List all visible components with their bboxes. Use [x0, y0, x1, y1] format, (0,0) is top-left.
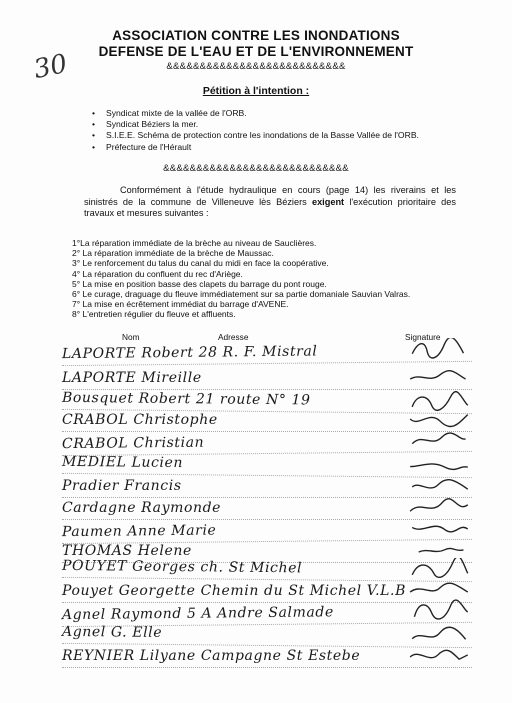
recipient-item: • Syndicat Béziers la mer.	[92, 119, 419, 130]
column-adresse: Adresse	[218, 332, 249, 342]
measure-item: 6° Le curage, draguage du fleuve immédiatement sur sa partie domaniale Sauvian Valras.	[72, 289, 411, 300]
measures-list	[72, 238, 410, 320]
recipient-item: • Préfecture de l'Hérault	[92, 142, 419, 153]
header-line-2: DEFENSE DE L'EAU ET DE L'ENVIRONNEMENT	[98, 44, 414, 59]
header-line-1: ASSOCIATION CONTRE LES INONDATIONS	[112, 28, 400, 43]
signer-row	[62, 648, 472, 670]
signer-name: REYNIER Lilyane Campagne St Estebe	[62, 648, 361, 664]
signer-name: POUYET Georges ch. St Michel	[61, 557, 303, 577]
signer-name: Pradier Francis	[62, 478, 182, 494]
measure-item: 5° La mise en position basse des clapets du barrage du pont rouge.	[72, 278, 327, 289]
signer-name: Bousquet Robert 21 route N° 19	[61, 389, 311, 409]
signature-scribble	[408, 428, 472, 453]
recipient-item: • S.I.E.E. Schéma de protection contre les inondations de la Basse Vallée de l'ORB.	[92, 130, 419, 141]
measure-item: 1°La réparation immédiate de la brèche au niveau de Sauclières.	[72, 238, 317, 248]
signature-scribble	[408, 516, 472, 541]
intro-paragraph	[84, 185, 456, 220]
signer-name: LAPORTE Mireille	[62, 370, 202, 386]
signer-name: Pouyet Georgette Chemin du St Michel V.L.B	[62, 583, 406, 599]
recipient-list	[92, 108, 419, 153]
separator-2: &&&&&&&&&&&&&&&&&&&&&&&&&&&&	[163, 163, 349, 174]
recipient-item: • Syndicat mixte de la vallée de l'ORB.	[92, 108, 419, 119]
signer-name: CRABOL Christophe	[62, 412, 218, 428]
column-signature: Signature	[405, 332, 441, 342]
measure-item: 4° La réparation du confluent du rec d'Ariège.	[72, 268, 243, 279]
measure-item: 3° Le renforcement du talus du canal du midi en face la coopérative.	[72, 258, 329, 269]
header-separator: &&&&&&&&&&&&&&&&&&&&&&&&&&&	[166, 61, 346, 72]
signature-scribble	[408, 644, 472, 668]
signer-name: Agnel G. Elle	[61, 623, 163, 641]
measure-item: 7° La mise en écrêtement immédiat du barrage d'AVENE.	[72, 299, 289, 310]
signer-name: Cardagne Raymonde	[62, 500, 222, 516]
intro-text: Conformément à l'étude hydraulique en cours (page 14) les riverains et les sinistrés de la commune de Villeneuve lès Béziers	[84, 185, 456, 207]
measure-item: 8° L'entretien régulier du fleuve et affluents.	[72, 309, 236, 320]
signature-scribble	[408, 366, 472, 390]
petition-title: Pétition à l'intention :	[202, 85, 310, 97]
signer-name: MEDIEL Lucien	[61, 453, 184, 472]
intro-bold: exigent	[311, 196, 345, 207]
column-nom: Nom	[122, 332, 140, 342]
signer-name: CRABOL Christian	[61, 434, 205, 453]
signer-name: THOMAS Helene	[62, 543, 192, 559]
signature-scribble	[408, 474, 472, 498]
signature-scribble	[408, 338, 472, 363]
signer-name: Agnel Raymond 5 A Andre Salmade	[61, 604, 334, 624]
signer-name: Paumen Anne Marie	[61, 522, 217, 541]
intro-text-end: l'exécution prioritaire des travaux et mesures suivantes :	[84, 196, 456, 219]
signer-name: LAPORTE Robert 28 R. F. Mistral	[61, 343, 318, 363]
margin-note: 30	[31, 48, 70, 86]
signer-row	[62, 342, 472, 368]
signature-scribble	[408, 599, 472, 624]
measure-item: 2° La réparation immédiate de la brèche de Maussac.	[72, 248, 274, 259]
